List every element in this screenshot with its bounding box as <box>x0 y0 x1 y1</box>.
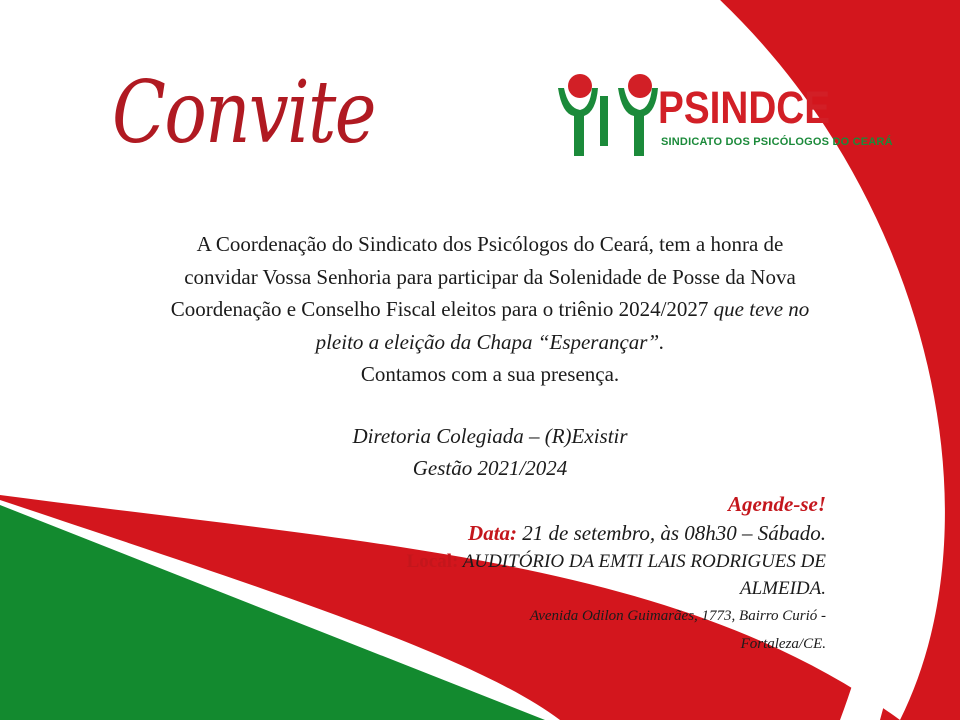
chapa-name-text: pleito a eleição da Chapa “Esperançar”. <box>315 329 665 354</box>
agenda-heading: Agende-se! <box>728 492 826 516</box>
invitation-body <box>70 228 910 391</box>
invitation-line-italic <box>70 326 910 359</box>
signature-term: Gestão 2021/2024 <box>412 456 568 480</box>
date-value: 21 de setembro, às 08h30 – Sábado. <box>517 521 826 545</box>
agenda-location-line <box>407 548 826 575</box>
agenda-block <box>407 490 826 658</box>
invitation-line: A Coordenação do Sindicato dos Psicólogos do Ceará, tem a honra de <box>196 232 784 256</box>
address-line: Avenida Odilon Guimarães, 1773, Bairro Curió - <box>529 608 826 624</box>
date-label: Data: <box>468 521 518 545</box>
logo-name: PSINDCE <box>658 82 831 133</box>
invitation-title: Convite <box>112 63 375 163</box>
invitation-line-italic: que teve no <box>713 297 810 321</box>
agenda-date-line <box>407 519 826 548</box>
location-value-continued: ALMEIDA. <box>739 578 826 599</box>
location-value: AUDITÓRIO DA EMTI LAIS RODRIGUES DE <box>458 551 826 572</box>
signature-block <box>0 420 960 484</box>
invitation-closing: Contamos com a sua presença. <box>360 362 620 386</box>
logo-figures-icon <box>558 74 658 156</box>
invitation-line-regular: Coordenação e Conselho Fiscal eleitos para o triênio 2024/2027 <box>170 297 714 321</box>
address-city: Fortaleza/CE. <box>740 636 826 652</box>
location-label: Local: <box>406 551 459 572</box>
logo-subtitle: SINDICATO DOS PSICÓLOGOS DO CEARÁ <box>661 136 893 148</box>
signature-directorate: Diretoria Colegiada – (R)Existir <box>352 424 628 448</box>
invitation-line <box>70 293 910 326</box>
invitation-line: convidar Vossa Senhoria para participar da Solenidade de Posse da Nova <box>184 264 796 289</box>
